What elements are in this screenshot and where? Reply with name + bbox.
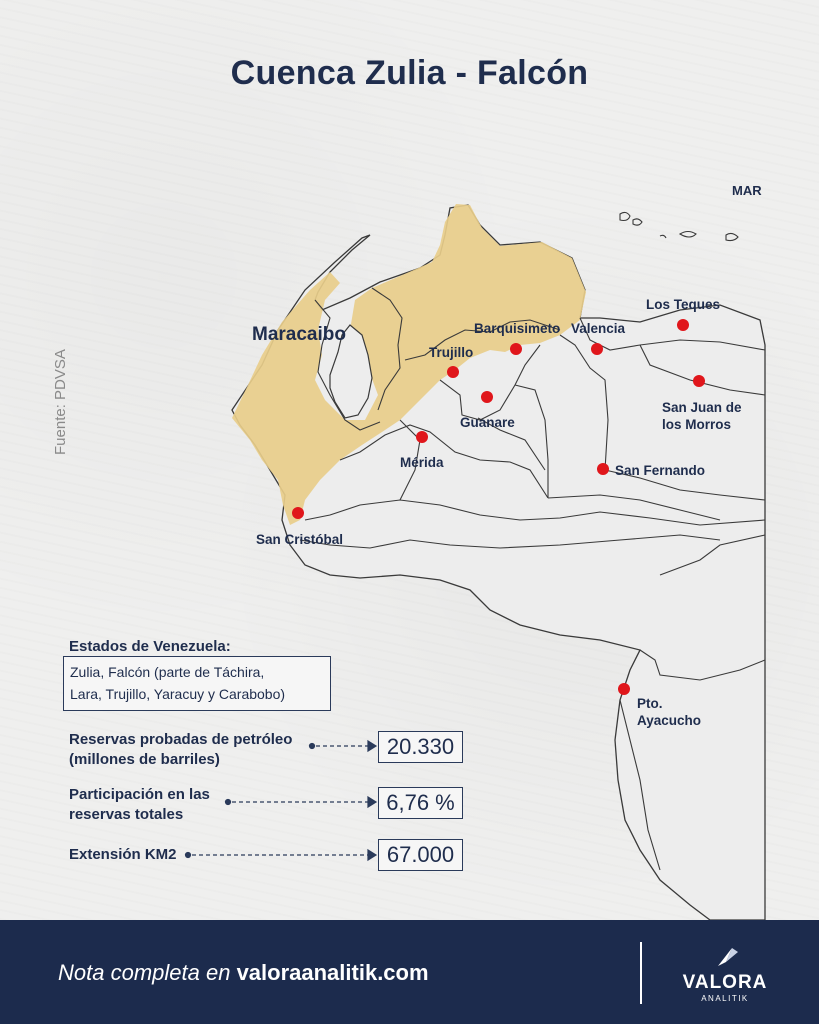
stat-value-reserves: 20.330 bbox=[378, 731, 463, 763]
city-marker-los-teques bbox=[677, 319, 689, 331]
footer-bar bbox=[0, 920, 819, 1024]
logo-name: VALORA bbox=[682, 972, 768, 993]
source-label: Fuente: PDVSA bbox=[52, 349, 69, 455]
city-marker-valencia bbox=[591, 343, 603, 355]
stat-label-extension: Extensión KM2 bbox=[69, 846, 177, 863]
city-label-san-fernando: San Fernando bbox=[615, 463, 706, 478]
city-marker-guanare bbox=[481, 391, 493, 403]
city-label-pto: Pto. bbox=[637, 696, 663, 711]
lake-label: Maracaibo bbox=[252, 324, 346, 345]
city-label-ayacucho: Ayacucho bbox=[637, 713, 702, 728]
footer-divider bbox=[640, 942, 642, 1004]
city-label-san-juan-line1: San Juan de bbox=[662, 400, 742, 415]
states-title: Estados de Venezuela: bbox=[69, 638, 231, 655]
city-label-valencia: Valencia bbox=[571, 321, 626, 336]
city-marker-pto-ayacucho bbox=[618, 683, 630, 695]
footer-link[interactable] bbox=[58, 960, 429, 986]
stat-label-reserves bbox=[69, 730, 292, 770]
states-box bbox=[63, 656, 331, 711]
stat-value-share: 6,76 % bbox=[378, 787, 463, 819]
city-marker-trujillo bbox=[447, 366, 459, 378]
states-line-1: Zulia, Falcón (parte de Táchira, bbox=[70, 664, 265, 680]
city-label-barquisimeto: Barquisimeto bbox=[474, 321, 561, 336]
city-label-guanare: Guanare bbox=[460, 415, 515, 430]
logo-sub: ANALITIK bbox=[701, 994, 749, 1003]
stat-value-extension: 67.000 bbox=[378, 839, 463, 871]
page-title: Cuenca Zulia - Falcón bbox=[230, 54, 589, 92]
city-label-los-teques: Los Teques bbox=[646, 297, 721, 312]
city-marker-barquisimeto bbox=[510, 343, 522, 355]
city-marker-merida bbox=[416, 431, 428, 443]
city-marker-san-juan bbox=[693, 375, 705, 387]
states-line-2: Lara, Trujillo, Yaracuy y Carabobo) bbox=[70, 686, 286, 702]
caribbean-islands bbox=[620, 212, 738, 240]
city-marker-san-cristobal bbox=[292, 507, 304, 519]
logo-mark-icon bbox=[680, 942, 770, 972]
stat-label-reserves-line1: Reservas probadas de petróleo bbox=[69, 731, 293, 748]
city-label-san-cristobal: San Cristóbal bbox=[256, 532, 344, 547]
sea-label: MAR bbox=[732, 183, 762, 198]
stat-label-share bbox=[69, 785, 210, 825]
stat-label-share-line1: Participación en las bbox=[69, 786, 210, 803]
valora-logo bbox=[680, 942, 770, 1006]
city-label-trujillo: Trujillo bbox=[429, 345, 474, 360]
stat-label-reserves-line2: (millones de barriles) bbox=[69, 751, 220, 768]
footer-url[interactable]: valoraanalitik.com bbox=[236, 960, 429, 985]
stat-label-share-line2: reservas totales bbox=[69, 806, 184, 823]
footer-prefix: Nota completa en bbox=[58, 960, 231, 985]
city-marker-san-fernando bbox=[597, 463, 609, 475]
city-label-san-juan-line2: los Morros bbox=[662, 417, 732, 432]
city-label-merida: Mérida bbox=[400, 455, 444, 470]
